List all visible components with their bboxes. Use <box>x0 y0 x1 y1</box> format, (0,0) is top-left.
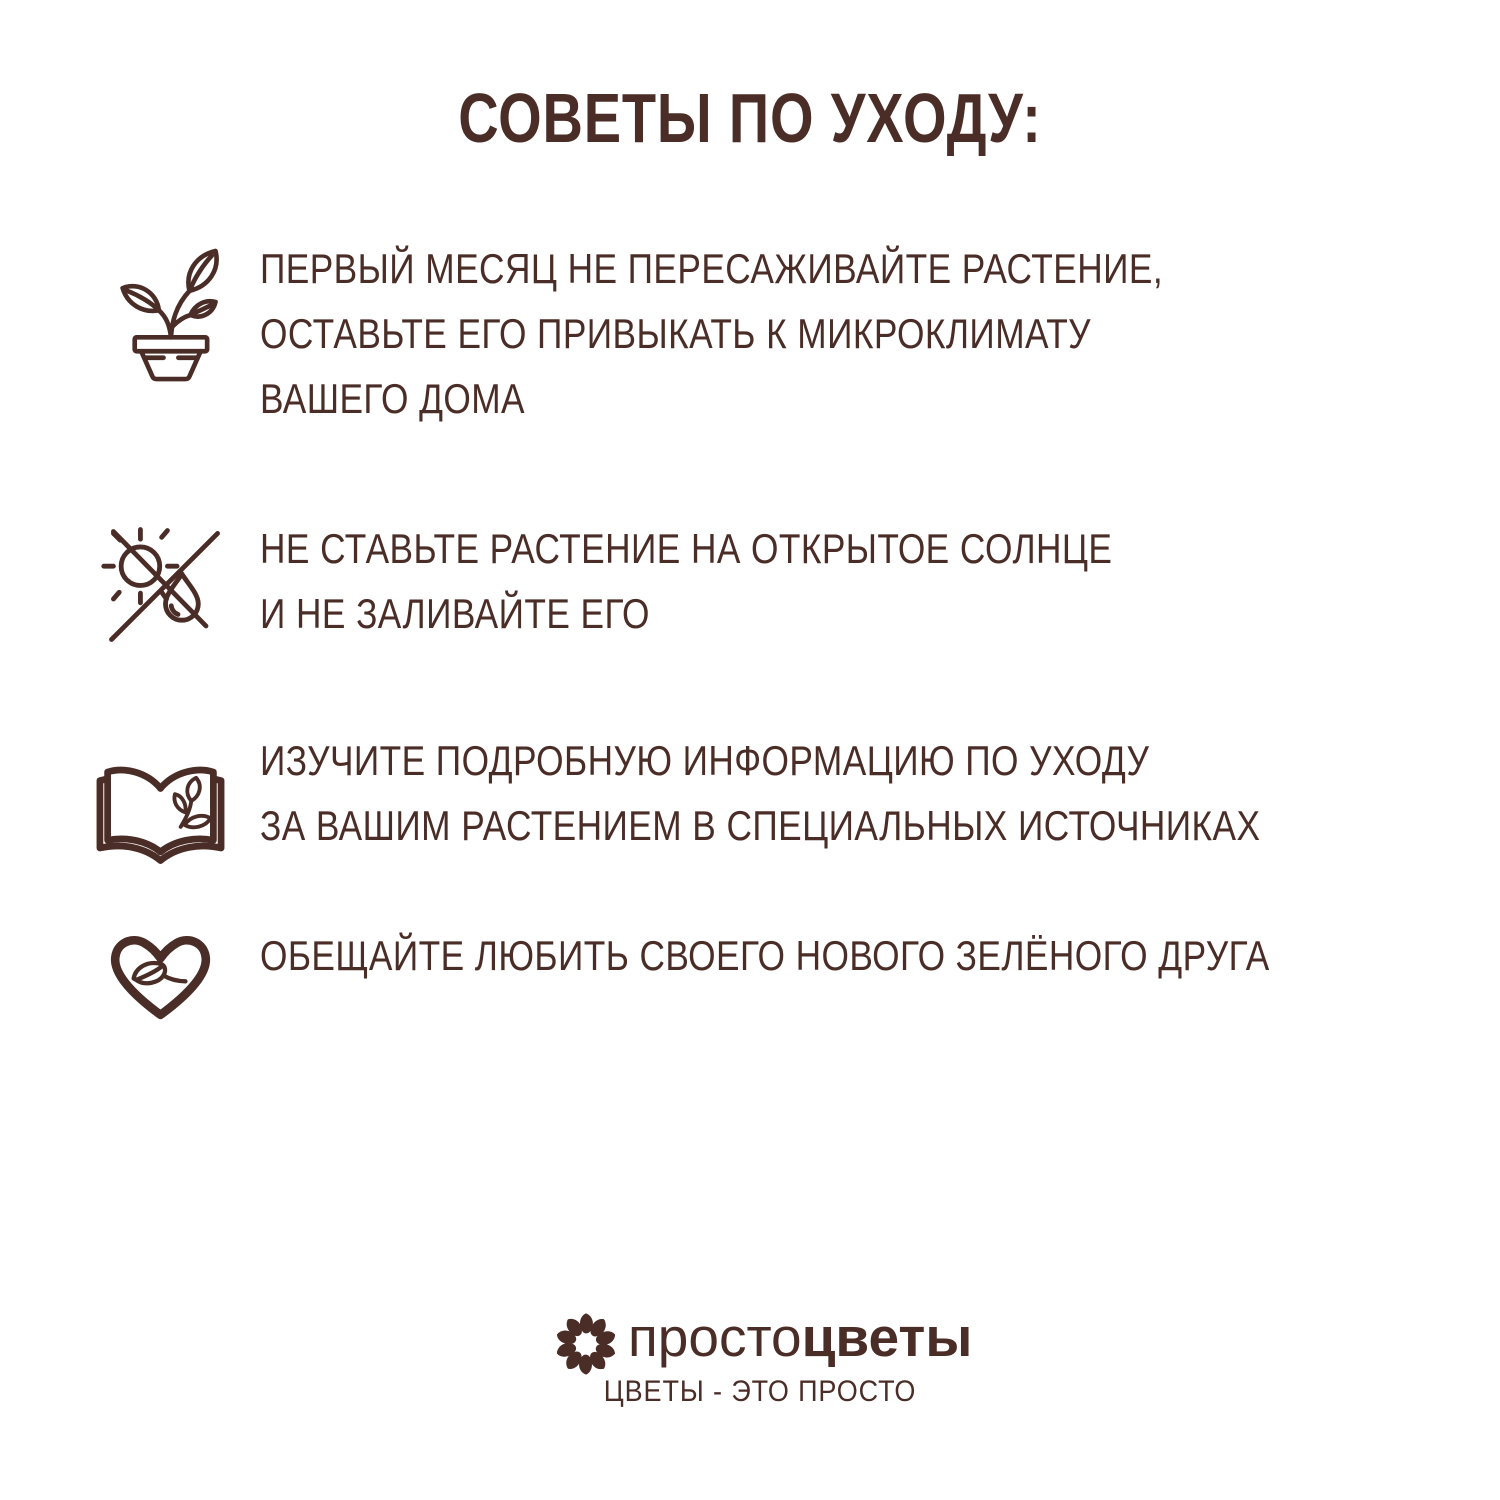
tip-line: ОБЕЩАЙТЕ ЛЮБИТЬ СВОЕГО НОВОГО ЗЕЛЁНОГО ДРУГА <box>260 932 1270 979</box>
page-title: СОВЕТЫ ПО УХОДУ: <box>458 79 1042 157</box>
brand-name-regular: просто <box>628 1306 802 1368</box>
tip-text-3 <box>260 728 1260 858</box>
tip-text-2 <box>260 516 1112 646</box>
tip-line: ВАШЕГО ДОМА <box>260 375 526 422</box>
potted-plant-icon <box>105 248 235 383</box>
flower-logo-icon <box>552 1310 620 1378</box>
no-sun-no-water-icon <box>98 518 233 653</box>
tip-line: ПЕРВЫЙ МЕСЯЦ НЕ ПЕРЕСАЖИВАЙТЕ РАСТЕНИЕ, <box>260 245 1164 292</box>
tip-line: ОСТАВЬТЕ ЕГО ПРИВЫКАТЬ К МИКРОКЛИМАТУ <box>260 310 1092 357</box>
brand-tagline: ЦВЕТЫ - ЭТО ПРОСТО <box>603 1375 917 1408</box>
tip-text-1 <box>260 236 1163 431</box>
brand-name-bold: цветы <box>801 1306 973 1368</box>
tip-line: ИЗУЧИТЕ ПОДРОБНУЮ ИНФОРМАЦИЮ ПО УХОДУ <box>260 737 1150 784</box>
brand-name <box>628 1302 972 1372</box>
tip-line: НЕ СТАВЬТЕ РАСТЕНИЕ НА ОТКРЫТОЕ СОЛНЦЕ <box>260 525 1113 572</box>
tip-text-4 <box>260 923 1270 988</box>
tip-line: И НЕ ЗАЛИВАЙТЕ ЕГО <box>260 590 650 637</box>
open-book-leaf-icon <box>88 748 233 873</box>
tip-line: ЗА ВАШИМ РАСТЕНИЕМ В СПЕЦИАЛЬНЫХ ИСТОЧНИКАХ <box>260 802 1261 849</box>
heart-leaf-icon <box>103 928 218 1025</box>
